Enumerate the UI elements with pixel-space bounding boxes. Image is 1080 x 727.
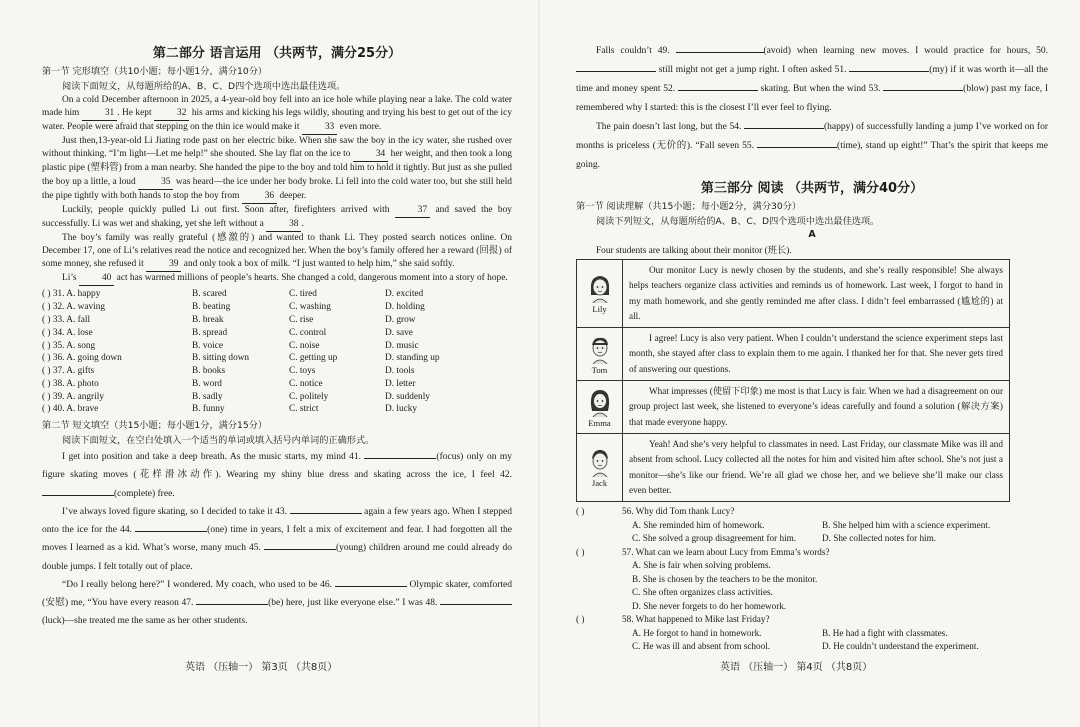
option-row: ( ) 40. A. brave B. funny C. strict D. lucky	[42, 404, 418, 415]
fill-paragraph-3: “Do I really belong here?” I wondered. My coach, who used to be 46. Olympic skater, comforted (安慰) me, “You have every reason 47. (be) here, just like everyone else.” I was 48. (luck)—she treated me the same as her other students.	[42, 579, 512, 627]
fill-instruction: 阅读下面短文，在空白处填入一个适当的单词或填入括号内单词的正确形式。	[62, 435, 375, 447]
option-d: D. He couldn’t understand the experiment.	[822, 641, 979, 652]
question-57	[576, 546, 1048, 614]
blank-32: 32	[154, 107, 189, 121]
question-stem: 58. What happened to Mike last Friday?	[622, 614, 770, 625]
option-c: C. She solved a group disagreement for him.	[632, 533, 797, 544]
cloze-paragraph-4: The boy’s family was really grateful (感激的) and wanted to thank Li. They posted search notices online. On December 17, one of Li’s relatives read the notice and recognized her. When the boy’s family offered her a reward (回报) of some money, she refused it 39 and only took a box of milk. “I just wanted to help him,” she said softly.	[42, 232, 512, 272]
page-footer-3: 英语 （压轴一） 第3页 （共8页）	[185, 662, 338, 673]
blank-33: 33	[302, 121, 337, 135]
option-a: A. He forgot to hand in homework.	[632, 627, 762, 638]
fill-paragraph-5: The pain doesn’t last long, but the 54. (happy) of successfully landing a jump I’ve worked on for months is priceless (无价的). “Fall seven 55. (time), stand up eight!” That’s the spirit that keeps me going.	[576, 122, 1049, 170]
page-footer-4: 英语 （压轴一） 第4页 （共8页）	[720, 662, 873, 673]
right-page	[540, 0, 1080, 727]
fill-paragraph-2: I’ve always loved figure skating, so I decided to take it 43. again a few years ago. When I stepped onto the ice for the 44. (one) time in years, I felt a mix of excitement and fear. I had forgotten all the moves I learned as a kid. What’s worse, many much 45. (young) children around me could already do double jumps. I felt totally out of place.	[42, 506, 512, 572]
option-a: A. She reminded him of homework.	[632, 519, 765, 530]
blank-55	[757, 147, 837, 148]
option-b: B. He had a fight with classmates.	[822, 627, 948, 638]
passage-label: A	[808, 229, 816, 240]
option-row: ( ) 32. A. waving B. beating C. washing D. holding	[42, 302, 425, 313]
option-d: D. She never forgets to do her homework.	[632, 600, 787, 611]
fill-paragraph-1: I get into position and take a deep breath. As the music starts, my mind 41. (focus) only on my figure skating moves (花样滑冰动作). Wearing my shiny blue dress and skating across the ice, I feel 42. (complete) free.	[42, 452, 512, 499]
blank-53	[883, 90, 963, 91]
reading-instruction: 阅读下列短文，从每题所给的A、B、C、D四个选项中选出最佳选项。	[596, 216, 880, 227]
blank-43	[290, 513, 362, 514]
blank-44	[135, 531, 207, 532]
boy-avatar-icon	[587, 334, 613, 364]
blank-35: 35	[138, 176, 173, 190]
part-three-title: 第三部分 阅读 （共两节，满分40分）	[700, 181, 924, 196]
speaker-text: What impresses (使留下印象) me most is that Lucy is fair. When we had a disagreement on our group project last week, she listened to everyone’s ideas carefully and found a solution (解决方案) that made everyone happy.	[623, 381, 1010, 434]
question-stem: 57. What can we learn about Lucy from Emma’s words?	[622, 546, 830, 557]
option-row: ( ) 31. A. happy B. scared C. tired D. excited	[42, 289, 424, 300]
answer-paren: ( )	[576, 506, 585, 517]
blank-41	[364, 458, 436, 459]
cloze-paragraph-2: Just then,13-year-old Li Jiating rode past on her electric bike. When she saw the boy in the icy water, she rushed over without thinking. “I’m light—Let me help!” she shouted. She lay flat on the ice to 34 her weight, and then took a long plastic pipe (塑料管) from a man nearby. She handed the pipe to the boy and told him to hold it tightly. But just as she pulled the boy up a little, a loud 35 was heard—the ice under her body broke. Li fell into the cold water too, but she still held the pipe tightly with both hands to stop the boy from 36 deeper.	[42, 135, 512, 203]
answer-paren: ( )	[576, 546, 585, 557]
option-row: ( ) 33. A. fall B. break C. rise D. grow	[42, 314, 416, 325]
boy-avatar-icon	[587, 447, 613, 477]
speaker-name: Emma	[588, 417, 611, 428]
option-c: C. She often organizes class activities.	[632, 587, 773, 598]
option-b: B. She is chosen by the teachers to be the monitor.	[632, 573, 818, 584]
cloze-options	[42, 288, 512, 416]
option-row: ( ) 36. A. going down B. sitting down C. getting up D. standing up	[42, 353, 440, 364]
speaker-text: Our monitor Lucy is newly chosen by the students, and she’s really responsible! She always helps teachers organize class activities and reminds us of homework. Last week, I forgot to hand in my math homework, and she gently reminded me after class. I didn’t feel embarrassed (尴尬的) at all.	[623, 260, 1010, 328]
blank-46	[335, 586, 407, 587]
speaker-row	[577, 328, 1010, 381]
speaker-row	[577, 433, 1010, 501]
blank-51	[849, 71, 929, 72]
blank-40: 40	[79, 272, 114, 286]
option-row: ( ) 39. A. angrily B. sadly C. politely D. suddenly	[42, 391, 430, 402]
option-d: D. She collected notes for him.	[822, 533, 937, 544]
reading-section-title: 第一节 阅读理解（共15小题；每小题2分，满分30分）	[576, 201, 802, 212]
option-row: ( ) 34. A. lose B. spread C. control D. save	[42, 327, 413, 338]
blank-37: 37	[395, 204, 430, 218]
blank-52	[678, 90, 758, 91]
speaker-name: Jack	[591, 478, 608, 489]
speaker-text: Yeah! And she’s very helpful to classmates in need. Last Friday, our classmate Mike was ill and absent from school. Lucy collected all the notes for him and visited him after school. She’s not just a monitor—she’s like our friend. We’re all glad we chose her, and we believe she’ll make our class even better.	[623, 433, 1010, 501]
cloze-paragraph-5: Li’s 40 act has warmed millions of people’s hearts. She changed a cold, dangerous moment into a story of hope.	[42, 272, 512, 286]
blank-39: 39	[146, 258, 181, 272]
cloze-section-title: 第一节 完形填空（共10小题；每小题1分，满分10分）	[42, 66, 268, 77]
speaker-name: Lily	[592, 304, 607, 315]
fill-section-title: 第二节 短文填空（共15小题；每小题1分，满分15分）	[42, 420, 268, 432]
question-58	[576, 613, 1048, 654]
blank-45	[264, 549, 336, 550]
part-two-title: 第二部分 语言运用 （共两节，满分25分）	[152, 46, 402, 61]
blank-50	[576, 71, 656, 72]
blank-34: 34	[353, 148, 388, 162]
option-c: C. He was ill and absent from school.	[632, 641, 771, 652]
speaker-row	[577, 260, 1010, 328]
girl-avatar-icon	[587, 273, 613, 303]
option-row: ( ) 38. A. photo B. word C. notice D. letter	[42, 378, 416, 389]
cloze-paragraph-1: On a cold December afternoon in 2025, a 4-year-old boy fell into an ice hole while playing near a lake. The cold water made him 31 . He kept 32 his arms and kicking his legs wildly, shouting and trying his best to get out of the icy water. People were afraid that stepping on the thin ice would make it 33 even more.	[42, 94, 512, 135]
speaker-table	[576, 259, 1010, 502]
speaker-row	[577, 381, 1010, 434]
option-row: ( ) 35. A. song B. voice C. noise D. music	[42, 340, 419, 351]
girl-avatar-icon	[587, 387, 613, 417]
blank-47	[196, 604, 268, 605]
option-b: B. She helped him with a science experiment.	[822, 519, 991, 530]
speaker-text: I agree! Lucy is also very patient. When I couldn’t understand the science experiment steps last month, she stayed after class to explain them to me again. I thanked her for that. She never gets tired of answering our questions.	[623, 328, 1010, 381]
speaker-name: Tom	[591, 364, 608, 375]
blank-54	[744, 128, 824, 129]
blank-49	[676, 52, 764, 53]
question-56	[576, 505, 1048, 546]
cloze-paragraph-3: Luckily, people quickly pulled Li out first. Soon after, firefighters arrived with 37 and saved the boy successfully. Li was wet and shaking, yet she left without a 38 .	[42, 204, 512, 232]
passage-intro: Four students are talking about their monitor (班长).	[596, 246, 792, 256]
blank-48	[440, 604, 512, 605]
option-a: A. She is fair when solving problems.	[632, 560, 771, 571]
question-stem: 56. Why did Tom thank Lucy?	[622, 506, 735, 517]
answer-paren: ( )	[576, 614, 585, 625]
blank-36: 36	[242, 190, 277, 204]
fill-paragraph-4: Falls couldn’t 49. (avoid) when learning new moves. I would practice for hours, 50. still might not get a jump right. I often asked 51. (my) if it was worth it—all the time and money spent 52. skating. But when the wind 53. (blow) past my face, I remembered why I started: this is the closest I’ll ever feel to flying.	[576, 46, 1049, 113]
blank-42	[42, 495, 114, 496]
blank-31: 31	[82, 107, 117, 121]
cloze-instruction: 阅读下面短文，从每题所给的A、B、C、D四个选项中选出最佳选项。	[62, 81, 346, 92]
option-row: ( ) 37. A. gifts B. books C. toys D. tools	[42, 366, 415, 377]
blank-38: 38	[266, 218, 301, 232]
